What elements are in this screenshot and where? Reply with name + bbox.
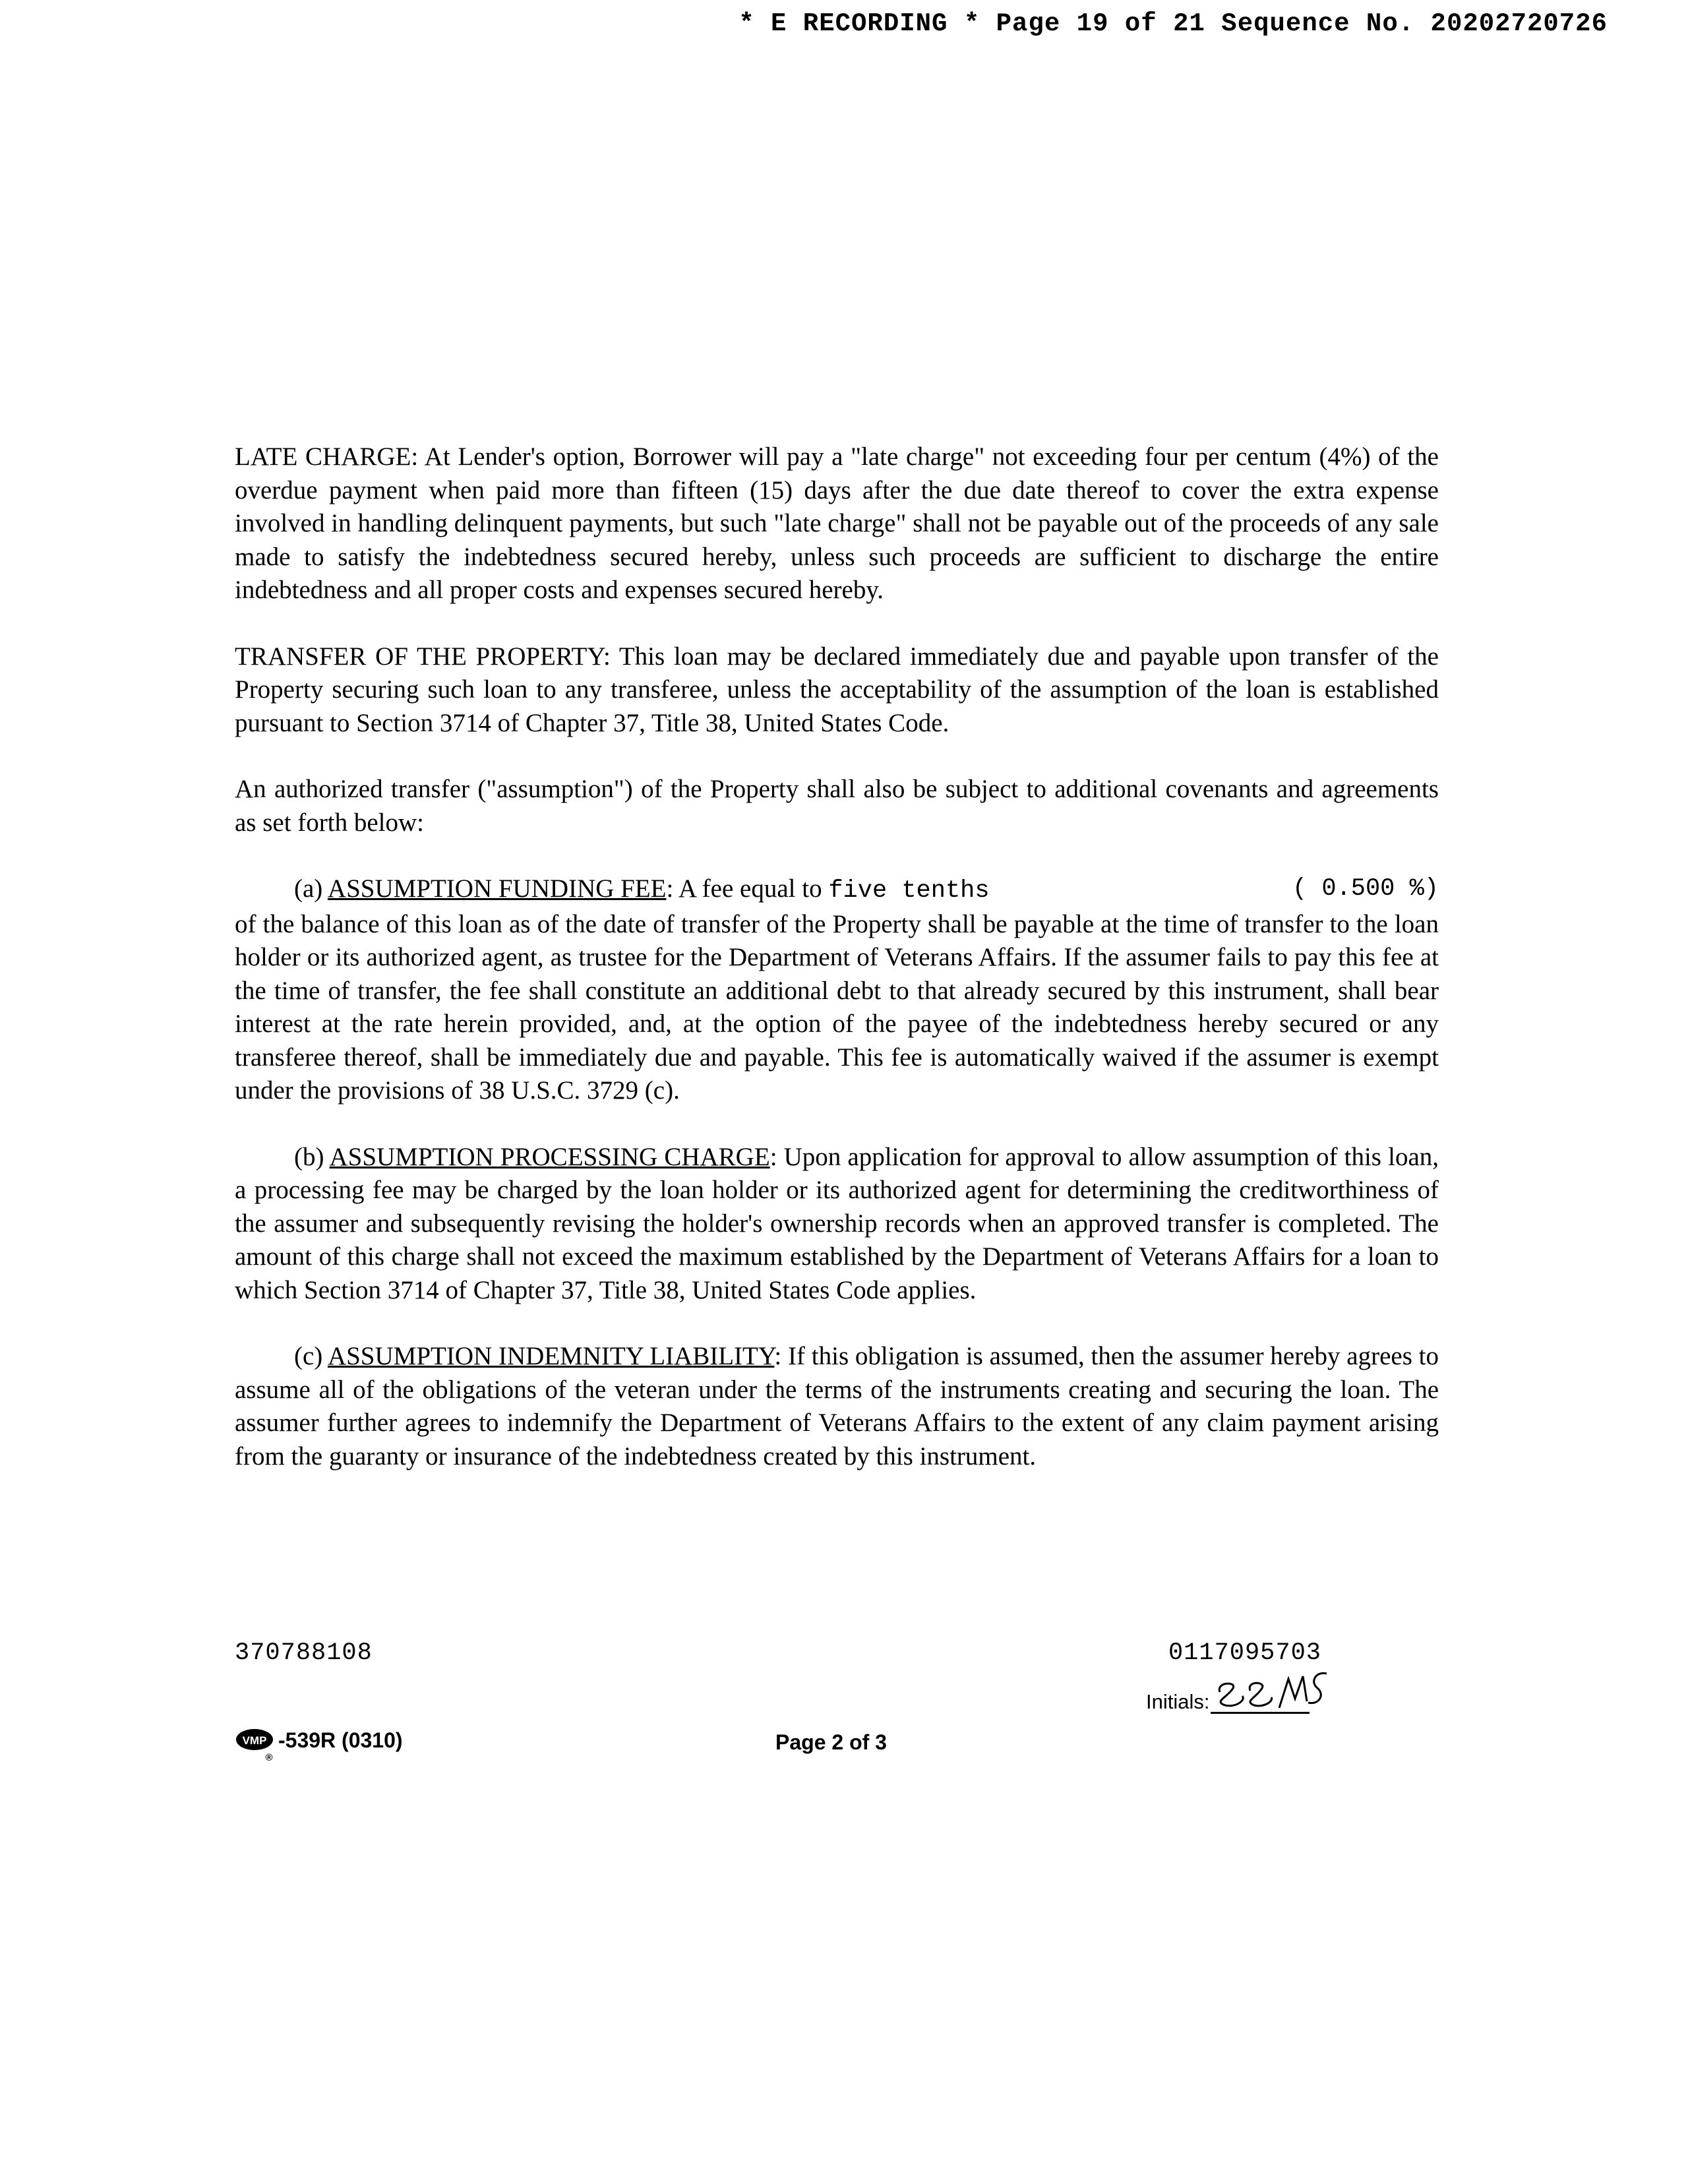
transfer-text: This loan may be declared immediately due and payable upon transfer of the Property securing such loan to any transferee, unless the acceptability of the assumption of the loan is established pursuant to Section 3714 of Chapter 37, Title 38, United States Code. [235,642,1439,737]
indemnity-text: : If this obligation is assumed, then the assumer hereby agrees to assume all of the obligations of the veteran under the terms of the instruments creating and securing the loan. The assumer further agrees to indemnify the Department of Veterans Affairs to the extent of any claim payment arising from the guaranty or insurance of the indebtedness created by this instrument. [235,1342,1439,1471]
funding-fee-amount-words: five tenths [828,877,990,905]
late-charge-text: At Lender's option, Borrower will pay a "late charge" not exceeding four per centum (4%) of the overdue payment when paid more than fifteen (15) days after the due date thereof to cover the extra expense involved in handling delinquent payments, but such "late charge" shall not be payable out of the proceeds of any sale made to satisfy the indebtedness secured hereby, unless such proceeds are sufficient to discharge the entire indebtedness and all proper costs and expenses secured hereby. [235,442,1439,604]
processing-charge-heading: ASSUMPTION PROCESSING CHARGE [329,1142,770,1171]
processing-charge-text: : Upon application for approval to allow assumption of this loan, a processing fee may be charged by the loan holder or its authorized agent for determining the creditworthiness of the assumer and subsequently revising the holder's ownership records when an approved transfer is completed. The amount of this charge shall not exceed the maximum established by the Department of Veterans Affairs for a loan to which Section 3714 of Chapter 37, Title 38, United States Code applies. [235,1142,1439,1304]
loan-number-left: 370788108 [235,1639,373,1667]
indemnity-label: (c) [294,1342,323,1370]
form-number: -539R (0310) [278,1728,403,1752]
initials-block [1146,1668,1310,1714]
registered-mark: ® [265,1752,273,1763]
funding-fee-first-line [235,872,1439,908]
late-charge-heading: LATE CHARGE: [235,442,419,471]
funding-fee-label: (a) [294,874,323,903]
loan-number-right: 0117095703 [1168,1639,1321,1667]
authorized-transfer-text: An authorized transfer ("assumption") of the Property shall also be subject to additional covenants and agreements as set forth below: [235,775,1439,837]
vmp-logo-icon [235,1726,277,1763]
funding-fee-text: of the balance of this loan as of the date of transfer of the Property shall be payable at the time of transfer to the loan holder or its authorized agent, as trustee for the Department of Veterans Affairs. If the assumer fails to pay this fee at the time of transfer, the fee shall constitute an additional debt to that already secured by this instrument, shall bear interest at the rate herein provided, and, at the option of the payee of the indebtedness hereby secured or any transferee thereof, shall be immediately due and payable. This fee is automatically waived if the assumer is exempt under the provisions of 38 U.S.C. 3729 (c). [235,909,1439,1105]
recording-header: * E RECORDING * Page 19 of 21 Sequence No. 20202720726 [738,9,1608,38]
page-number: Page 2 of 3 [775,1730,887,1754]
initials-signature-icon [1211,1662,1342,1714]
funding-fee-lead [235,872,990,908]
late-charge-paragraph [235,440,1439,607]
indemnity-paragraph [235,1340,1439,1473]
funding-fee-intro: : A fee equal to [666,874,822,903]
transfer-paragraph [235,640,1439,741]
funding-fee-paragraph [235,872,1439,1108]
processing-charge-paragraph [235,1141,1439,1308]
authorized-transfer-paragraph [235,773,1439,839]
processing-charge-label: (b) [294,1142,324,1171]
initials-signature-line [1211,1668,1310,1714]
form-identifier [235,1726,403,1763]
transfer-heading: TRANSFER OF THE PROPERTY: [235,642,611,671]
vmp-logo-text: VMP [242,1734,267,1747]
funding-fee-amount-percent: ( 0.500 %) [1292,875,1439,903]
document-body [235,440,1439,1506]
funding-fee-heading: ASSUMPTION FUNDING FEE [327,874,667,903]
initials-label: Initials: [1146,1690,1210,1713]
indemnity-heading: ASSUMPTION INDEMNITY LIABILITY [327,1342,775,1370]
